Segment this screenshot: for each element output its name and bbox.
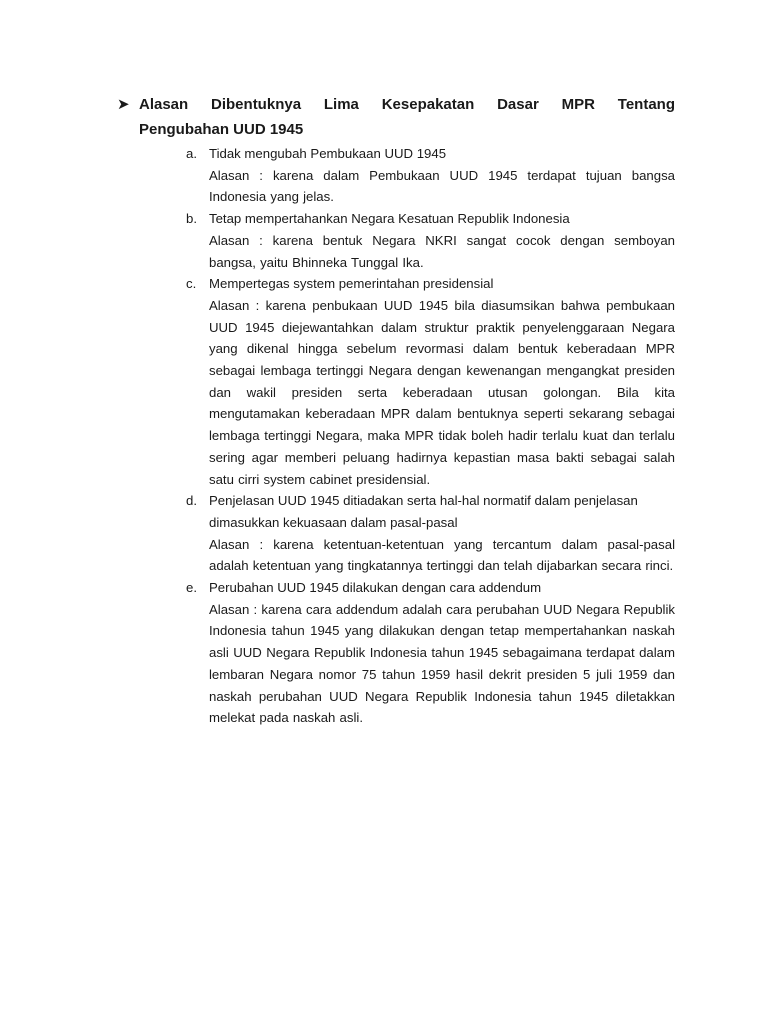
section-heading (117, 92, 675, 142)
item-reason: Alasan : karena cara addendum adalah cara perubahan UUD Negara Republik Indonesia tahun 1945 yang dilakukan dengan tetap mempertahankan naskah asli UUD Negara Republik Indonesia tahun 1945 sebagaimana terdapat dalam lembaran Negara nomor 75 tahun 1959 hasil dekrit presiden 5 juli 1959 dan naskah perubahan UUD Negara Republik Indonesia tahun 1945 diletakkan melekat pada naskah asli. (209, 601, 675, 726)
list-item-e (186, 577, 675, 729)
heading-line-2: Pengubahan UUD 1945 (139, 121, 304, 138)
list-item-c (186, 273, 675, 490)
list-marker: c. (186, 276, 197, 292)
item-title: Perubahan UUD 1945 dilakukan dengan cara addendum (209, 580, 542, 596)
list-item-d (186, 490, 675, 577)
item-title: Penjelasan UUD 1945 ditiadakan serta hal-hal normatif dalam penjelasan dimasukkan kekuasaan dalam pasal-pasal (209, 493, 638, 530)
list-marker: d. (186, 493, 197, 509)
reasons-list (186, 143, 675, 729)
item-title: Tetap mempertahankan Negara Kesatuan Republik Indonesia (209, 211, 570, 227)
item-reason: Alasan : karena penbukaan UUD 1945 bila diasumsikan bahwa pembukaan UUD 1945 diejewantahkan dalam struktur praktik penyelenggaraan Negara yang dikenal hingga sebelum revormasi dalam bentuk keberadaan MPR sebagai lembaga tertinggi Negara dengan kewenangan mengangkat presiden dan wakil presiden serta keberadaan utusan golongan. Bila kita mengutamakan keberadaan MPR dalam bentuknya seperti sekarang sebagai lembaga tertinggi Negara, maka MPR tidak boleh hadir terlalu kuat dan terlalu sering agar memberi peluang hadirnya kepastian masa bakti sebagai salah satu cirri system cabinet presidensial. (209, 297, 675, 487)
item-reason: Alasan : karena dalam Pembukaan UUD 1945 terdapat tujuan bangsa Indonesia yang jelas. (209, 167, 675, 205)
list-marker: b. (186, 211, 197, 227)
heading-line-1: Alasan Dibentuknya Lima Kesepakatan Dasar MPR Tentang (139, 96, 675, 113)
list-item-a (186, 143, 675, 208)
item-title: Tidak mengubah Pembukaan UUD 1945 (209, 146, 447, 161)
list-marker: e. (186, 580, 197, 596)
item-reason: Alasan : karena ketentuan-ketentuan yang tercantum dalam pasal-pasal adalah ketentuan yang tingkatannya tertinggi dan telah dijabarkan secara rinci. (209, 536, 675, 574)
list-marker: a. (186, 146, 197, 161)
list-item-b (186, 208, 675, 273)
arrow-bullet-icon: ➤ (117, 96, 130, 113)
item-reason: Alasan : karena bentuk Negara NKRI sangat cocok dengan semboyan bangsa, yaitu Bhinneka Tunggal Ika. (209, 232, 675, 270)
item-title: Mempertegas system pemerintahan presidensial (209, 276, 494, 292)
